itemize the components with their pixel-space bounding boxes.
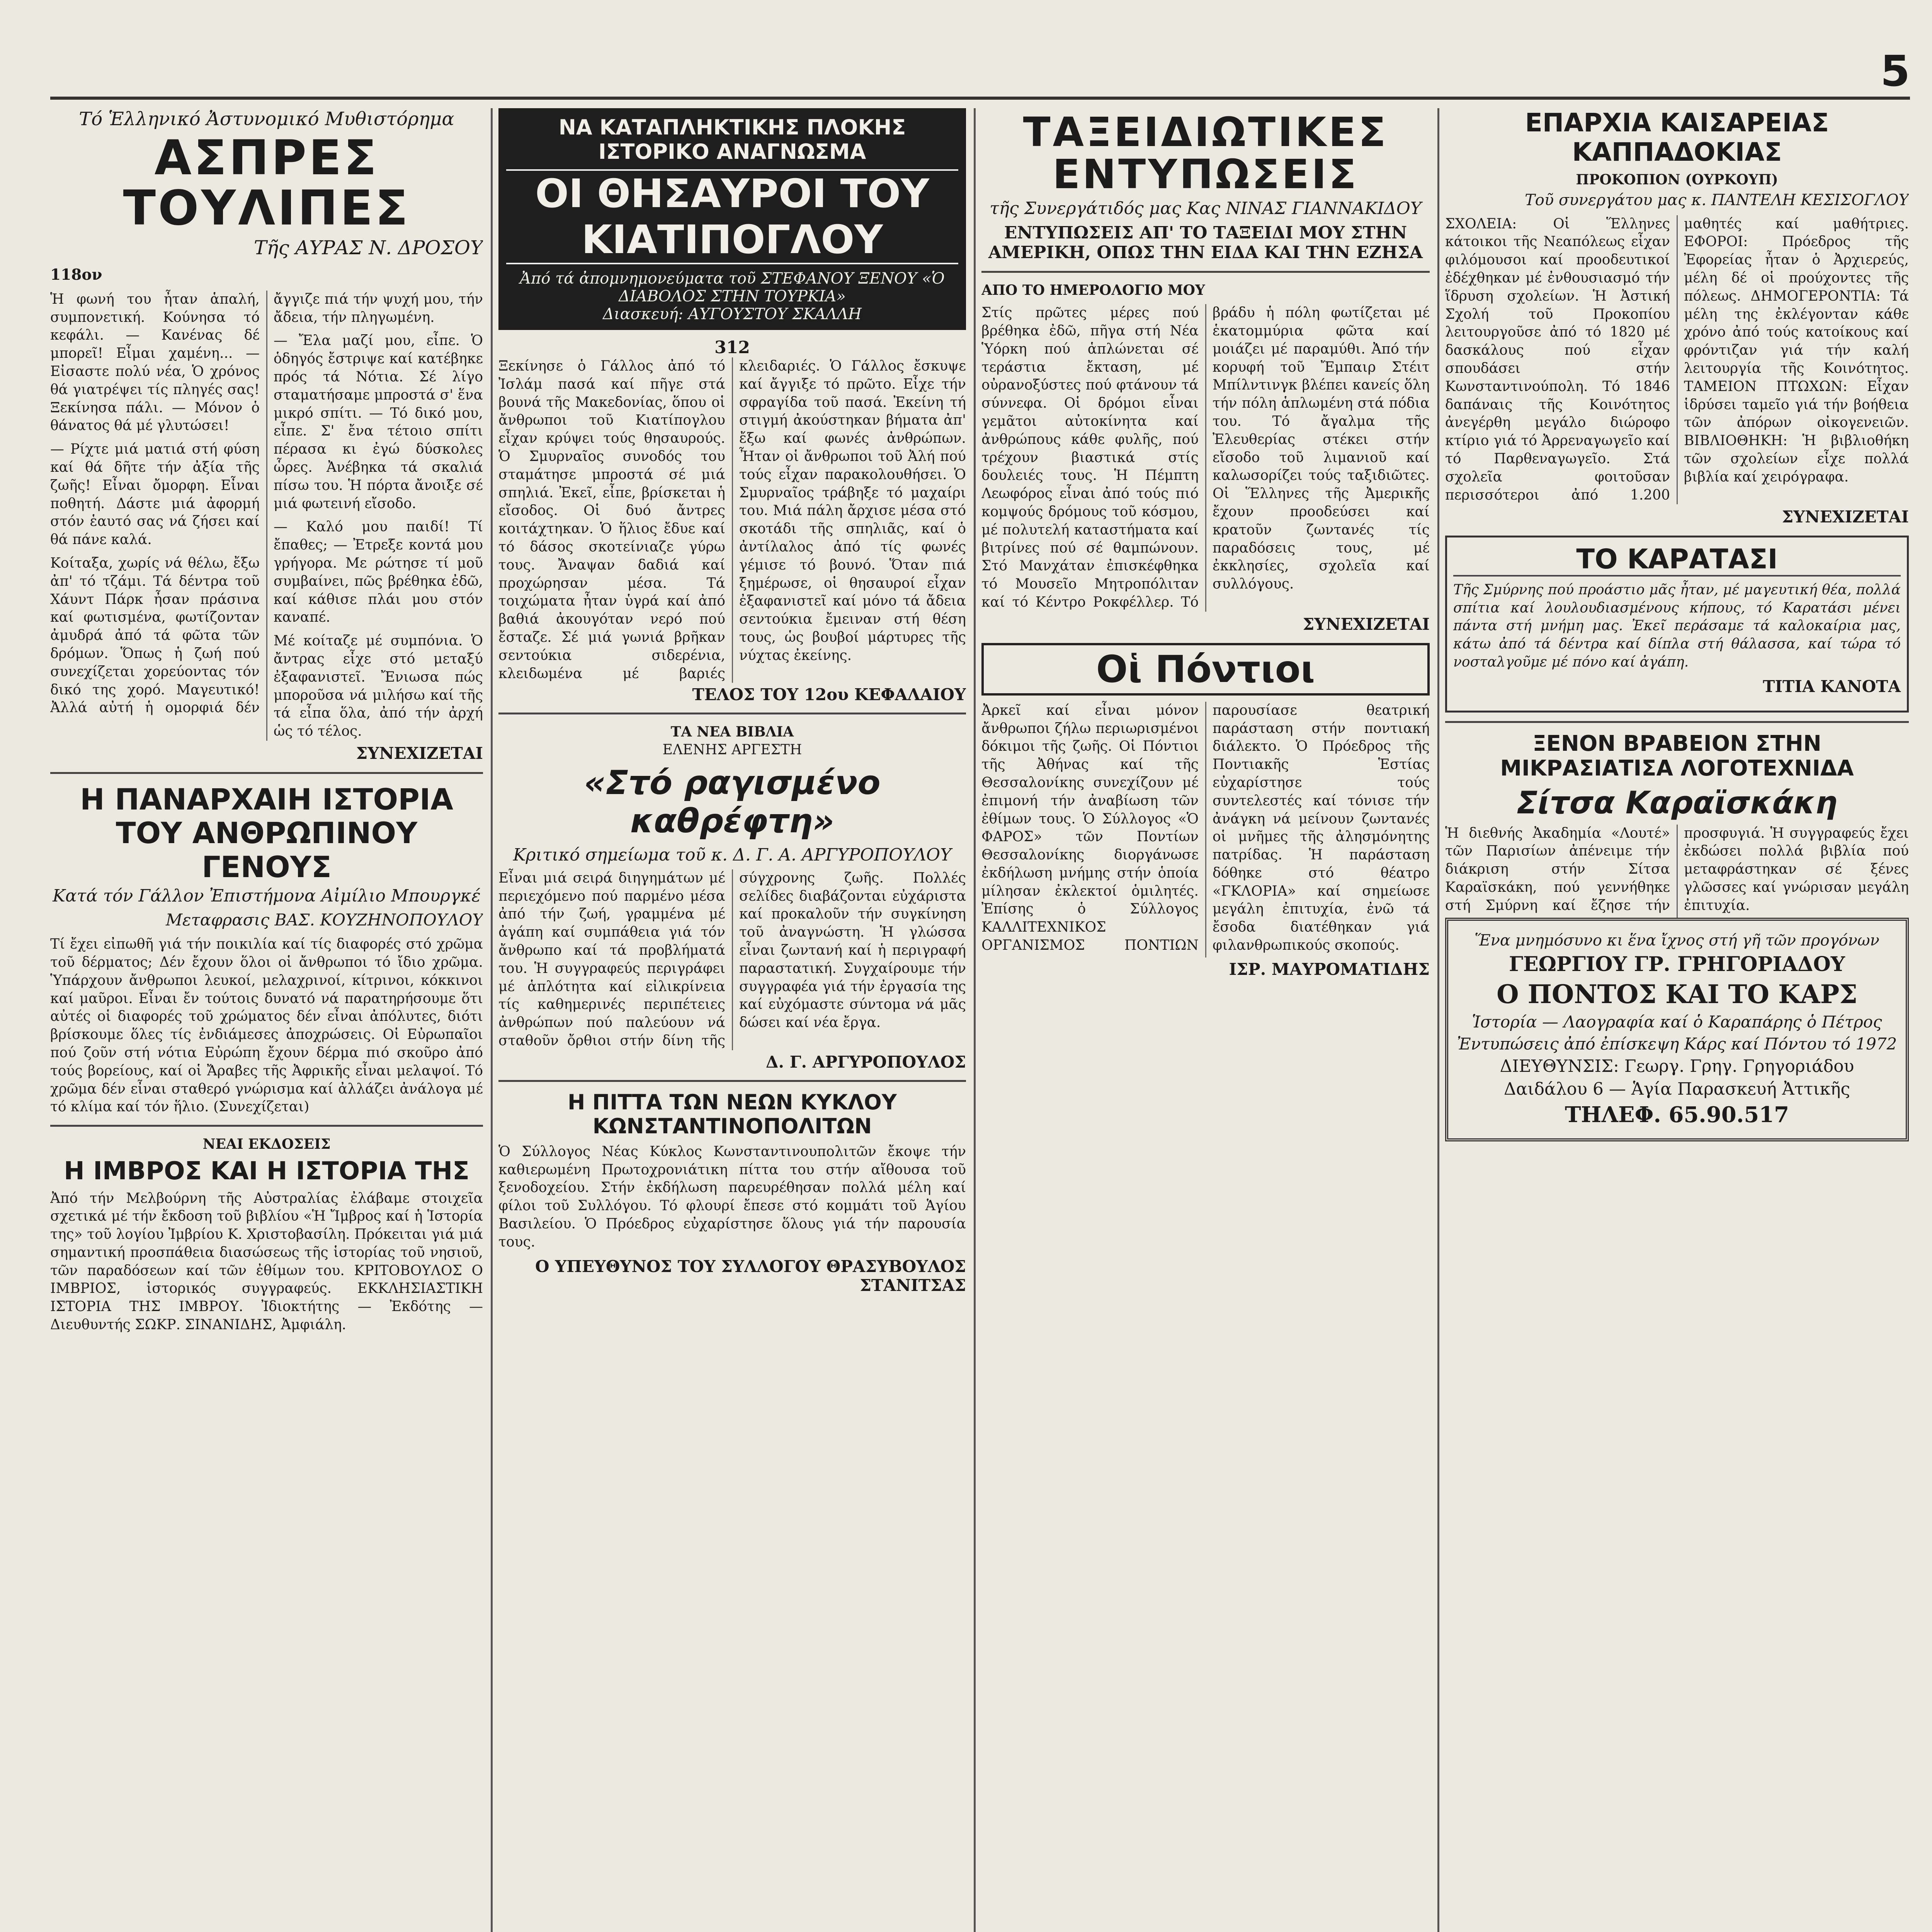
imvros-text: Ἀπό τήν Μελβούρνη τῆς Αὐστραλίας ἐλάβαμε στοιχεῖα σχετικά μέ τήν ἔκδοση τοῦ βιβλίου «Ἡ Ἴμβρος καί ἡ Ἱστορία της» τοῦ λογίου Ἰμβρίου Κ. Χριστοβασίλη. Πρόκειται γιά μιά σημαντική προσπάθεια διασώσεως τῆς ἱστορίας τοῦ νησιοῦ, τῶν παραδόσεων καί τῶν ἐθίμων του. ΚΡΙΤΟΒΟΥΛΟΣ Ο ΙΜΒΡΙΟΣ, ἱστορικός συγγραφεύς. ΕΚΚΛΗΣΙΑΣΤΙΚΗ ΙΣΤΟΡΙΑ ΤΗΣ ΙΜΒΡΟΥ. Ἰδιοκτήτης — Ἐκδότης — Διευθυντής ΣΩΚΡ. ΣΙΝΑΝΙΔΗΣ, Ἀμφιάλη. (50, 1190, 483, 1333)
history-title: Η ΠΑΝΑΡΧΑΙΗ ΙΣΤΟΡΙΑ ΤΟΥ ΑΝΘΡΩΠΙΝΟΥ ΓΕΝΟΥΣ (80, 782, 453, 884)
pontioi-sign: ΙΣΡ. ΜΑΥΡΟΜΑΤΙΔΗΣ (1229, 959, 1430, 979)
cappadocia-subtitle: ΠΡΟΚΟΠΙΟΝ (ΟΥΡΚΟΥΠ) (1576, 171, 1778, 188)
ad-author: ΓΕΩΡΓΙΟΥ ΓΡ. ΓΡΗΓΟΡΙΑΔΟΥ (1509, 952, 1845, 976)
novel-paragraph: — Ρίχτε μιά ματιά στή φύση καί θά δῆτε τήν ἀξία τῆς ζωῆς! Εἶναι ὄμορφη. Εἶναι ποθητή. Δάστε μιά ἀφορμή στόν ἑαυτό σας νά ζήσει καί θά πάνε καλά. (50, 441, 260, 548)
books-author: ΕΛΕΝΗΣ ΑΡΓΕΣΤΗ (662, 742, 802, 758)
section-rule (981, 271, 1430, 273)
section-rule (1445, 721, 1909, 723)
books-sign: Δ. Γ. ΑΡΓΥΡΟΠΟΥΛΟΣ (765, 1052, 966, 1071)
travel-text: Στίς πρῶτες μέρες πού βρέθηκα ἐδῶ, πῆγα στή Νέα Ὑόρκη πού ἁπλώνεται σέ τεράστια ἔκταση, μέ οὐρανοξύστες πού φτάνουν τά σύννεφα. Οἱ δρόμοι εἶναι γεμᾶτοι αὐτοκίνητα καί ἀνθρώπους κάθε φυλῆς, πού τρέχουν βιαστικά στίς δουλειές τους. Ἡ Πέμπτη Λεωφόρος εἶναι ἀπό τούς πιό κομψούς δρόμους τοῦ κόσμου, μέ πολυτελή καταστήματα καί βιτρίνες πού σέ θαμπώνουν. Στό Μανχάταν ἐπισκέφθηκα τό Μουσεῖο Μητροπόλιταν καί τό Κέντρο Ροκφέλλερ. Τό βράδυ ἡ πόλη φωτίζεται μέ ἑκατομμύρια φῶτα καί μοιάζει μέ παραμύθι. Ἀπό τήν κορυφή τοῦ Ἔμπαιρ Στέιτ Μπίλντινγκ βλέπει κανείς ὅλη τήν πόλη ἁπλωμένη στά πόδια του. Τό ἄγαλμα τῆς Ἐλευθερίας στέκει στήν εἴσοδο τοῦ λιμανιοῦ καί καλωσορίζει τούς ταξιδιῶτες. Οἱ Ἕλληνες τῆς Ἀμερικῆς ἔχουν προοδεύσει καί κρατοῦν ζωντανές τίς παραδόσεις τους, μέ ἐκκλησίες, σχολεῖα καί συλλόγους. (981, 305, 1430, 610)
story-text: Ξεκίνησε ὁ Γάλλος ἀπό τό Ἰσλάμ πασά καί πῆγε στά βουνά τῆς Μακεδονίας, ὅπου οἱ ἄνθρωποι τοῦ Κιατίπογλου εἶχαν κρύψει τούς θησαυρούς. Ὁ Σμυρναῖος συνοδός του σταμάτησε μπροστά σέ μιά σπηλιά. Ἐκεῖ, εἶπε, βρίσκεται ἡ εἴσοδος. Οἱ δυό ἄντρες κοιτάχτηκαν. Ὁ ἥλιος ἔδυε καί τό δάσος σκοτείνιαζε γύρω τους. Ἄναψαν δαδιά καί προχώρησαν μέσα. Τά τοιχώματα ἦταν ὑγρά καί ἀπό βαθιά ἀκουγόταν νερό πού ἔσταζε. Σέ μιά γωνιά βρῆκαν σεντούκια σιδερένια, κλειδωμένα μέ βαριές κλειδαριές. Ὁ Γάλλος ἔσκυψε καί ἄγγιξε τό πρῶτο. Εἶχε τήν σφραγίδα τοῦ πασά. Ἐκείνη τή στιγμή ἀκούστηκαν βήματα ἀπ' ἔξω καί φωνές ἀνθρώπων. Ἦταν οἱ ἄνθρωποι τοῦ Ἀλή πού τούς εἶχαν παρακολουθήσει. Ὁ Σμυρναῖος τράβηξε τό μαχαίρι του. Μιά πάλη ἄρχισε μέσα στό σκοτάδι τῆς σπηλιᾶς, καί ὁ ἀντίλαλος ἀπό τίς φωνές γέμισε τό βουνό. Ὅταν πιά ξημέρωσε, οἱ θησαυροί εἶχαν ἐξαφανιστεῖ καί μόνο τά ἄδεια σεντούκια ἔμειναν στή θέση τους, ὡς βουβοί μάρτυρες τῆς νύχτας ἐκείνης. (498, 358, 966, 682)
imvros-title: Η ΙΜΒΡΟΣ ΚΑΙ Η ΙΣΤΟΡΙΑ ΤΗΣ (64, 1156, 469, 1185)
novel-chapter: 118ον (50, 266, 102, 284)
pitta-sign: Ο ΥΠΕΥΘΥΝΟΣ ΤΟΥ ΣΥΛΛΟΓΟΥ ΘΡΑΣΥΒΟΥΛΟΣ ΣΤΑΝΙΤΣΑΣ (535, 1257, 966, 1295)
story-header-kicker: ΝΑ ΚΑΤΑΠΛΗΚΤΙΚΗΣ ΠΛΟΚΗΣ ΙΣΤΟΡΙΚΟ ΑΝΑΓΝΩΣΜΑ (558, 115, 906, 164)
section-rule (50, 1125, 483, 1127)
column-rule (491, 108, 493, 1932)
novel-title: ΑΣΠΡΕΣ ΤΟΥΛΙΠΕΣ (123, 130, 410, 236)
prize-name: Σίτσα Καραϊσκάκη (1516, 784, 1838, 821)
section-rule (498, 1080, 966, 1082)
travel-body (981, 304, 1430, 612)
novel-continues: ΣΥΝΕΧΙΖΕΤΑΙ (356, 743, 483, 763)
ad-line: Ἕνα μνημόσυνο κι ἕνα ἴχνος στή γῆ τῶν προγόνων (1475, 931, 1879, 949)
novel-paragraph: — Ἔλα μαζί μου, εἶπε. Ὁ ὁδηγός ἔστριψε καί κατέβηκε πρός τά Νότια. Σέ λίγο σταματήσαμε μπροστά σ' ἕνα μικρό σπίτι. — Τό δικό μου, εἶπε. Σ' ἔνα τέτοιο σπίτι πέρασα κι ἐγώ δύσκολες ὧρες. Ἀνέβηκα τά σκαλιά πίσω του. Ἡ πόρτα ἄνοιξε σέ μιά φωτεινή εἴσοδο. (274, 333, 483, 512)
ad-phone: ΤΗΛΕΦ. 65.90.517 (1565, 1102, 1789, 1128)
cappadocia-text: ΣΧΟΛΕΙΑ: Οἱ Ἕλληνες κάτοικοι τῆς Νεαπόλεως εἶχαν φιλόμουσοι καί προοδευτικοί ἐδέχθηκαν μέ ἐνθουσιασμό τήν ἵδρυση σχολείων. Ἡ Ἀστική Σχολή τοῦ Προκοπίου λειτουργοῦσε ἀπό τό 1820 μέ δασκάλους πού εἶχαν σπουδάσει στήν Κωνσταντινούπολη. Τό 1846 δαπάναις τῆς Κοινότητος ἀνεγέρθη μεγάλο διώροφο κτίριο γιά τό Ἀρρεναγωγεῖο καί τό Παρθεναγωγεῖο. Στά σχολεῖα φοιτοῦσαν περισσότεροι ἀπό 1.200 μαθητές καί μαθήτριες. ΕΦΟΡΟΙ: Πρόεδρος τῆς Ἐφορείας ἦταν ὁ Ἀρχιερεύς, μέλη δέ οἱ προύχοντες τῆς πόλεως. ΔΗΜΟΓΕΡΟΝΤΙΑ: Τά μέλη της ἐκλέγονταν κάθε χρόνο ἀπό τούς κατοίκους καί φρόντιζαν γιά τήν καλή λειτουργία τῆς Κοινότητος. ΤΑΜΕΙΟΝ ΠΤΩΧΩΝ: Εἶχαν ἱδρύσει ταμεῖο γιά τήν βοήθεια τῶν ἀπόρων οἰκογενειῶν. ΒΙΒΛΙΟΘΗΚΗ: Ἡ βιβλιοθήκη τῶν σχολείων εἶχε πολλά βιβλία καί χειρόγραφα. (1445, 216, 1909, 503)
history-subtitle: Κατά τόν Γάλλον Ἐπιστήμονα Αἰμίλιο Μπουργκέ (53, 886, 481, 906)
karatasi-text: Τῆς Σμύρνης πού προάστιο μᾶς ἦταν, μέ μαγευτική θέα, πολλά σπίτια καί λουλουδιασμένους κήπους, τό Καρατάσι μένει πάντα στή μνήμη μας. Ἐκεῖ περάσαμε τά καλοκαίρια μας, κάτω ἀπό τά δέντρα καί δίπλα στή θάλασσα, καί τώρα τό νοσταλγοῦμε μέ πόνο καί ἀγάπη. (1453, 582, 1901, 670)
pontioi-body (981, 702, 1430, 957)
story-body (498, 357, 966, 683)
cappadocia-continues: ΣΥΝΕΧΙΖΕΤΑΙ (1782, 507, 1909, 527)
column-cappadocia (1445, 108, 1909, 1932)
prize-title: ΞΕΝΟΝ ΒΡΑΒΕΙΟΝ ΣΤΗΝ ΜΙΚΡΑΣΙΑΤΙΣΑ ΛΟΓΟΤΕΧΝΙΔΑ (1500, 731, 1854, 781)
book-advertisement (1445, 918, 1909, 1141)
pontioi-title: Οἱ Πόντιοι (981, 643, 1430, 696)
cappadocia-title: ΕΠΑΡΧΙΑ ΚΑΙΣΑΡΕΙΑΣ ΚΑΠΠΑΔΟΚΙΑΣ (1525, 108, 1829, 167)
prize-text: Ἡ διεθνής Ἀκαδημία «Λουτέ» τῶν Παρισίων ἀπένειμε τήν διάκριση στήν Σίτσα Καραϊσκάκη, πού γεννήθηκε στή Σμύρνη καί ἔζησε τήν προσφυγιά. Ἡ συγγραφεύς ἔχει ἐκδώσει πολλά βιβλία πού μεταφράστηκαν σέ ξένες γλῶσσες καί γνώρισαν μεγάλη ἐπιτυχία. (1445, 825, 1909, 913)
story-episode: 312 (714, 338, 750, 357)
novel-body (50, 291, 483, 741)
travel-byline: τῆς Συνεργάτιδός μας Κας ΝΙΝΑΣ ΓΙΑΝΝΑΚΙΔΟΥ (990, 199, 1422, 219)
books-text: Εἶναι μιά σειρά διηγημάτων μέ περιεχόμενο πού παρμένο μέσα ἀπό τήν ζωή, γραμμένα μέ ἀγάπη καί συμπάθεια γιά τόν ἄνθρωπο καί τά προβλήματά του. Ἡ συγγραφεύς περιγράφει μέ ἁπλότητα καί εἰλικρίνεια τίς καθημερινές περιπέτειες ἀνθρώπων πού παλεύουν νά σταθοῦν ὄρθιοι στήν δίνη τῆς σύγχρονης ζωῆς. Πολλές σελίδες διαβάζονται εὐχάριστα καί προκαλοῦν τήν συγκίνηση τοῦ ἀναγνώστη. Ἡ γλώσσα εἶναι ζωντανή καί ἡ περιγραφή παραστατική. Συγχαίρουμε τήν συγγραφέα γιά τήν ἐργασία της καί εὐχόμαστε σύντομα νά μᾶς δώσει καί νέα ἔργα. (498, 870, 966, 1049)
ad-address: Δαιδάλου 6 — Ἁγία Παρασκευή Ἀττικῆς (1503, 1079, 1850, 1099)
column-serial-novel (50, 108, 483, 1932)
column-rule (974, 108, 976, 1932)
story-title: ΟΙ ΘΗΣΑΥΡΟΙ ΤΟΥ ΚΙΑΤΙΠΟΓΛΟΥ (506, 169, 958, 264)
story-sign: ΤΕΛΟΣ ΤΟΥ 12ου ΚΕΦΑΛΑΙΟΥ (692, 685, 966, 704)
karatasi-sign: ΤΙΤΙΑ ΚΑΝΟΤΑ (1763, 677, 1901, 696)
karatasi-title: ΤΟ ΚΑΡΑΤΑΣΙ (1453, 544, 1901, 577)
books-title: «Στό ραγισμένο καθρέφτη» (584, 763, 881, 840)
prize-body (1445, 825, 1909, 918)
novel-paragraph: — Καλό μου παιδί! Τί ἔπαθες; — Ἐτρεξε κοντά μου γρήγορα. Με ρώτησε τί μοῦ συμβαίνει, πῶς βρέθηκα ἐδῶ, καί κάθισε πλάι μου στόν καναπέ. (274, 519, 483, 626)
story-header-box (498, 108, 966, 330)
travel-subtitle: ΕΝΤΥΠΩΣΕΙΣ ΑΠ' ΤΟ ΤΑΞΕΙΔΙ ΜΟΥ ΣΤΗΝ ΑΜΕΡΙΚΗ, ΟΠΩΣ ΤΗΝ ΕΙΔΑ ΚΑΙ ΤΗΝ ΕΖΗΣΑ (988, 223, 1423, 263)
ad-line: Ἱστορία — Λαογραφία καί ὁ Καραπάρης ὁ Πέτρος (1472, 1012, 1882, 1031)
pontioi-text: Ἀρκεῖ καί εἶναι μόνον ἄνθρωποι ζήλω περιωρισμένοι δόκιμοι τῆς ζωῆς. Οἱ Πόντιοι τῆς Ἀθήνας καί τῆς Θεσσαλονίκης συνεχίζουν μέ ἐπιμονή τήν ἀναβίωση τῶν ἐθίμων τους. Ὁ Σύλλογος «Ὁ ΦΑΡΟΣ» τῶν Ποντίων Θεσσαλονίκης διοργάνωσε ἐκδήλωση μνήμης στήν ὁποία μίλησαν ἐκλεκτοί ὁμιλητές. Ἐπίσης ὁ Σύλλογος ΚΑΛΛΙΤΕΧΝΙΚΟΣ ΟΡΓΑΝΙΣΜΟΣ ΠΟΝΤΙΩΝ παρουσίασε θεατρική παράσταση στήν ποντιακή διάλεκτο. Ὁ Πρόεδρος τῆς Ποντιακῆς Ἑστίας εὐχαρίστησε τούς συντελεστές καί τόνισε τήν ἀνάγκη νά μείνουν ζωντανές οἱ μνῆμες τῆς ἀλησμόνητης πατρίδας. Ἡ παράσταση δόθηκε στό θέατρο «ΓΚΛΟΡΙΑ» καί σημείωσε μεγάλη ἐπιτυχία, ἐνῶ τά ἔσοδα διατέθηκαν γιά φιλανθρωπικούς σκοπούς. (981, 702, 1430, 954)
novel-byline: Τῆς ΑΥΡΑΣ Ν. ΔΡΟΣΟΥ (254, 236, 483, 259)
cappadocia-byline: Τοῦ συνεργάτου μας κ. ΠΑΝΤΕΛΗ ΚΕΣΙΣΟΓΛΟΥ (1525, 191, 1909, 209)
column-historical-story (498, 108, 966, 1932)
books-subtitle: Κριτικό σημείωμα τοῦ κ. Δ. Γ. Α. ΑΡΓΥΡΟΠΟΥΛΟΥ (513, 845, 952, 865)
novel-paragraph: Κοίταξα, χωρίς νά θέλω, ἔξω ἀπ' τό τζάμι. Τά δέντρα τοῦ Χάυντ Πάρκ ἦσαν πράσινα καί φωτισμένα, φωτίζονταν ἀμυδρά ἀπό τά φῶτα τῶν δρόμων. Ὅπως ἡ ζωή πού συνεχίζεται χορεύοντας τόν δικό της χορό. Μαγευτικό! Ἀλλά αὐτή ἡ ομορφιά δέν ἄγγιζε πιά τήν ψυχή μου, τήν ἄδεια, τήν πληγωμένη. (50, 291, 483, 716)
travel-title: ΤΑΞΕΙΔΙΩΤΙΚΕΣ ΕΝΤΥΠΩΣΕΙΣ (1023, 109, 1388, 198)
books-body (498, 869, 966, 1050)
history-translator: Μεταφρασις ΒΑΣ. ΚΟΥΖΗΝΟΠΟΥΛΟΥ (165, 910, 483, 930)
cappadocia-body (1445, 215, 1909, 505)
column-travel (981, 108, 1430, 1932)
ad-line: Ἐντυπώσεις ἀπό ἐπίσκεψη Κάρς καί Πόντου τό 1972 (1457, 1034, 1897, 1053)
novel-paragraph: Ἡ φωνή του ἦταν ἁπαλή, συμπονετική. Κούνησα τό κεφάλι. — Κανένας δέ μπορεῖ! Εἶμαι χαμένη... — Εἰσαστε πολύ νέα, Ὁ χρόνος θά γιατρέψει τίς πληγές σας! Ξεκίνησα πάλι. — Μόνον ὁ θάνατος θά μέ γλυτώσει! (50, 291, 260, 434)
pitta-title: Η ΠΙΤΤΑ ΤΩΝ ΝΕΩΝ ΚΥΚΛΟΥ ΚΩΝΣΤΑΝΤΙΝΟΠΟΛΙΤΩΝ (568, 1090, 897, 1138)
news-label: ΝΕΑΙ ΕΚΔΟΣΕΙΣ (202, 1136, 331, 1153)
ad-address-label: ΔΙΕΥΘΥΝΣΙΣ: Γεωργ. Γρηγ. Γρηγοριάδου (1500, 1056, 1854, 1076)
top-rule (50, 97, 1910, 100)
pitta-text: Ὁ Σύλλογος Νέας Κύκλος Κωνσταντινουπολιτῶν ἔκοψε τήν καθιερωμένη Πρωτοχρονιάτικη πίττα του στήν αἴθουσα τοῦ ξενοδοχείου. Στήν ἐκδήλωση παρευρέθησαν πολλά μέλη καί φίλοι τοῦ Συλλόγου. Τό φλουρί ἔπεσε στό κομμάτι τοῦ Ἁγίου Βασιλείου. Ὁ Πρόεδρος εὐχαρίστησε ὅλους γιά τήν παρουσία τους. (498, 1143, 966, 1250)
column-rule (1437, 108, 1439, 1932)
books-label: ΤΑ ΝΕΑ ΒΙΒΛΙΑ (670, 724, 794, 740)
story-adaptation: Διασκευή: ΑΥΓΟΥΣΤΟΥ ΣΚΑΛΛΗ (603, 305, 862, 323)
travel-section: ΑΠΟ ΤΟ ΗΜΕΡΟΛΟΓΙΟ ΜΟΥ (981, 282, 1205, 299)
story-source: Ἀπό τά ἀπομνημονεύματα τοῦ ΣΤΕΦΑΝΟΥ ΞΕΝΟΥ «Ὁ ΔΙΑΒΟΛΟΣ ΣΤΗΝ ΤΟΥΡΚΙΑ» (520, 270, 945, 305)
travel-continues: ΣΥΝΕΧΙΖΕΤΑΙ (1303, 614, 1430, 634)
page-number: 5 (1880, 46, 1910, 96)
history-text: Τί ἔχει εἰπωθῆ γιά τήν ποικιλία καί τίς διαφορές στό χρῶμα τοῦ δέρματος; Δέν ἔχουν ὅλοι οἱ ἄνθρωποι τό ἴδιο χρῶμα. Ὑπάρχουν ἄνθρωποι λευκοί, μελαχρινοί, κίτρινοι, κόκκινοι καί μαῦροι. Εἶναι ἔν τούτοις δυνατό νά παρατηρήσουμε ὅτι αὐτές οἱ διαφορές τοῦ χρώματος δέν εἶναι ἀπόλυτες, διότι βρίσκουμε ὅλες τίς ἐνδιάμεσες ἀποχρώσεις. Οἱ Εὐρωπαῖοι πού ζοῦν στή νότια Εὐρώπη ἔχουν δέρμα πιό σκοῦρο ἀπό τούς βορείους, καί οἱ Ἄραβες τῆς Ἀφρικῆς εἶναι μελαψοί. Τό χρῶμα δέν εἶναι σταθερό γνώρισμα καί ἀλλάζει ἀνάλογα μέ τό κλίμα καί τόν ἥλιο. (Συνεχίζεται) (50, 936, 483, 1115)
karatasi-box (1445, 536, 1909, 712)
section-rule (498, 713, 966, 714)
novel-paragraph: Μέ κοίταζε μέ συμπόνια. Ὁ ἄντρας εἶχε στό μεταξύ ἐξαφανιστεῖ. Ἔνιωσα πώς μποροῦσα νά μιλήσω καί τῆς τά εἶπα ὅλα, ἀπό τήν ἀρχή ὡς τό τέλος. (274, 633, 483, 740)
ad-book-title: Ο ΠΟΝΤΟΣ ΚΑΙ ΤΟ ΚΑΡΣ (1497, 979, 1857, 1009)
novel-kicker: Τό Ἑλληνικό Ἀστυνομικό Μυθιστόρημα (79, 108, 454, 130)
section-rule (50, 772, 483, 774)
